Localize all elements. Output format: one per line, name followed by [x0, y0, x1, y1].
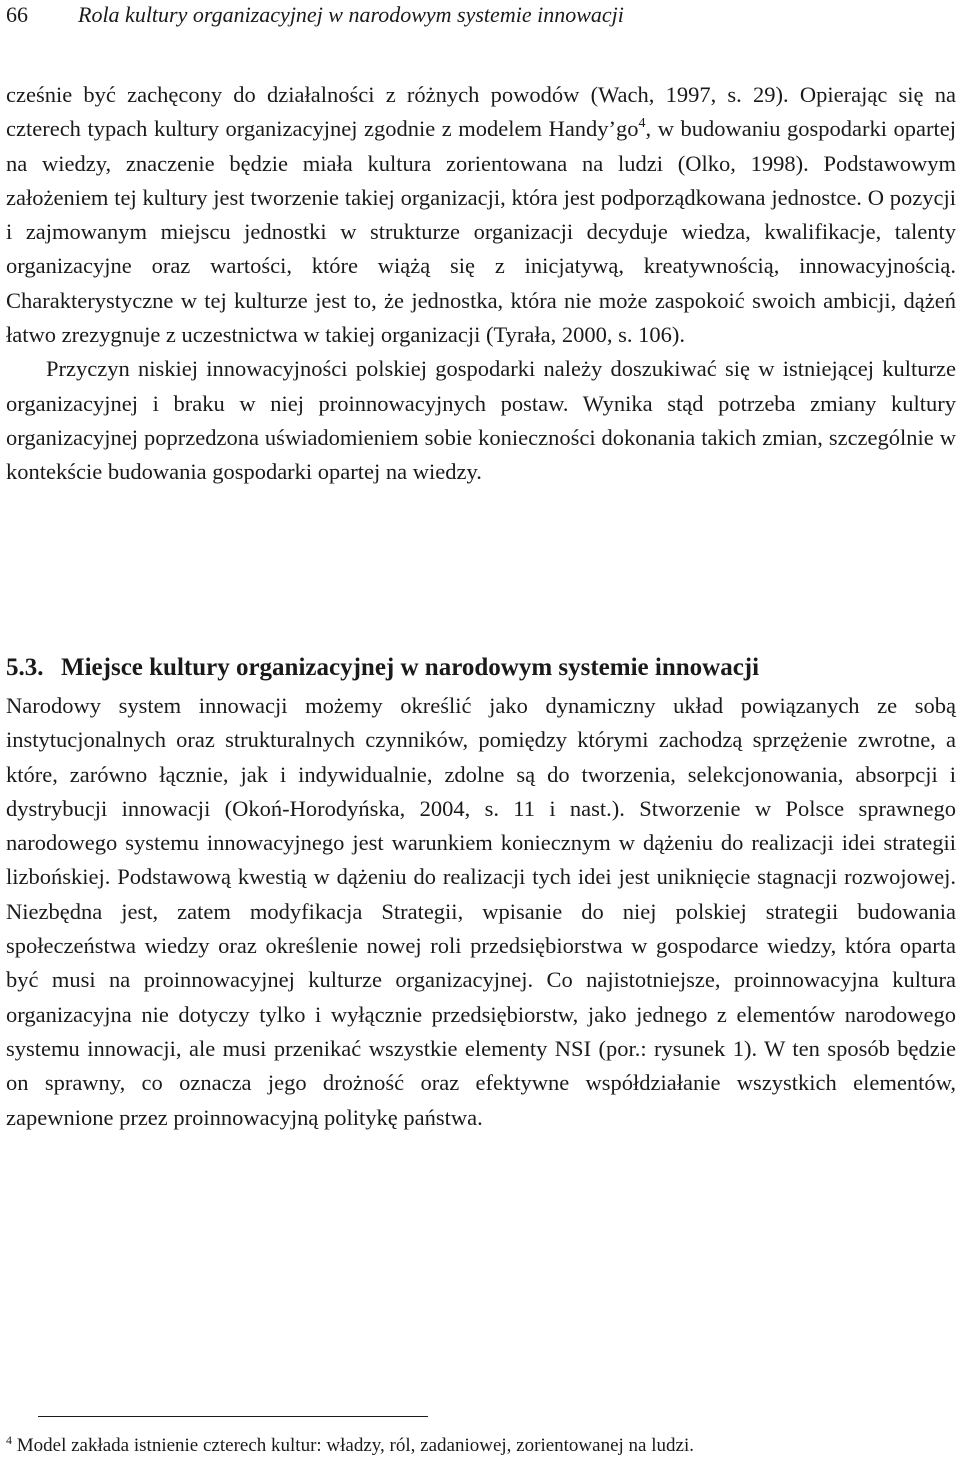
- page-number: 66: [6, 2, 28, 27]
- footnote: [6, 1433, 694, 1459]
- section-number: 5.3.: [6, 654, 44, 681]
- running-header: [6, 0, 946, 30]
- footnote-reference[interactable]: 4: [638, 116, 646, 132]
- section-heading: [6, 651, 759, 685]
- footnote-marker: 4: [6, 1433, 12, 1447]
- paragraph: Narodowy system innowacji możemy określić jako dynamiczny układ powiązanych ze sobą instytucjonalnych oraz strukturalnych czynników, pomiędzy którymi zachodzą sprzężenie zwrotne, a które, zarówno łącznie, jak i indywidualnie, zdolne są do tworzenia, selekcjonowania, absorpcji i dystrybucji innowacji (Okoń-Horodyńska, 2004, s. 11 i nast.). Stworzenie w Polsce sprawnego narodowego systemu innowacyjnego jest warunkiem koniecznym w dążeniu do realizacji idei strategii lizbońskiej. Podstawową kwestią w dążeniu do realizacji tych idei jest uniknięcie stagnacji rozwojowej. Niezbędna jest, zatem modyfikacja Strategii, wpisanie do niej polskiej strategii budowania społeczeństwa wiedzy oraz określenie nowej roli przedsiębiorstwa w gospodarce wiedzy, która oparta być musi na proinnowacyjnej kulturze organizacyjnej. Co najistotniejsze, proinnowacyjna kultura organizacyjna nie dotyczy tylko i wyłącznie przedsiębiorstw, jako jednego z elementów narodowego systemu innowacji, ale musi przenikać wszystkie elementy NSI (por.: rysunek 1). W ten sposób będzie on sprawny, co oznacza jego drożność oraz efektywne współdziałanie wszystkich elementów, zapewnione przez proinnowacyjną politykę państwa.: [6, 693, 956, 1130]
- paragraph-continuation: [6, 78, 956, 352]
- footnote-separator: [38, 1416, 428, 1417]
- section-title: Miejsce kultury organizacyjnej w narodowym systemie innowacji: [61, 654, 760, 681]
- paragraph-text: cześnie być zachęcony do działalności z różnych powodów (Wach, 1997, s. 29). Opierając się na czterech typach kultury organizacyjnej zgodnie z modelem Handy’go: [6, 82, 956, 142]
- running-title: Rola kultury organizacyjnej w narodowym systemie innowacji: [78, 2, 624, 27]
- body-text-top: [6, 78, 956, 490]
- section-body: [6, 689, 956, 1135]
- paragraph-text: , w budowaniu gospodarki opartej na wiedzy, znaczenie będzie miała kultura zorientowana na ludzi (Olko, 1998). Podstawowym założeniem tej kultury jest tworzenie takiej organizacji, która jest podporządkowana jednostce. O pozycji i zajmowanym miejscu jednostki w strukturze organizacji decyduje wiedza, kwalifikacje, talenty organizacyjne oraz wartości, które wiążą się z inicjatywą, kreatywnością, innowacyjnością. Charakterystyczne w tej kulturze jest to, że jednostka, która nie może zaspokoić swoich ambicji, dążeń łatwo zrezygnuje z uczestnictwa w takiej organizacji (Tyrała, 2000, s. 106).: [6, 116, 956, 348]
- footnote-text: Model zakłada istnienie czterech kultur: władzy, ról, zadaniowej, zorientowanej na ludzi.: [16, 1435, 694, 1456]
- paragraph: Przyczyn niskiej innowacyjności polskiej gospodarki należy doszukiwać się w istniejącej kulturze organizacyjnej i braku w niej proinnowacyjnych postaw. Wynika stąd potrzeba zmiany kultury organizacyjnej poprzedzona uświadomieniem sobie konieczności dokonania takich zmian, szczególnie w kontekście budowania gospodarki opartej na wiedzy.: [6, 356, 956, 485]
